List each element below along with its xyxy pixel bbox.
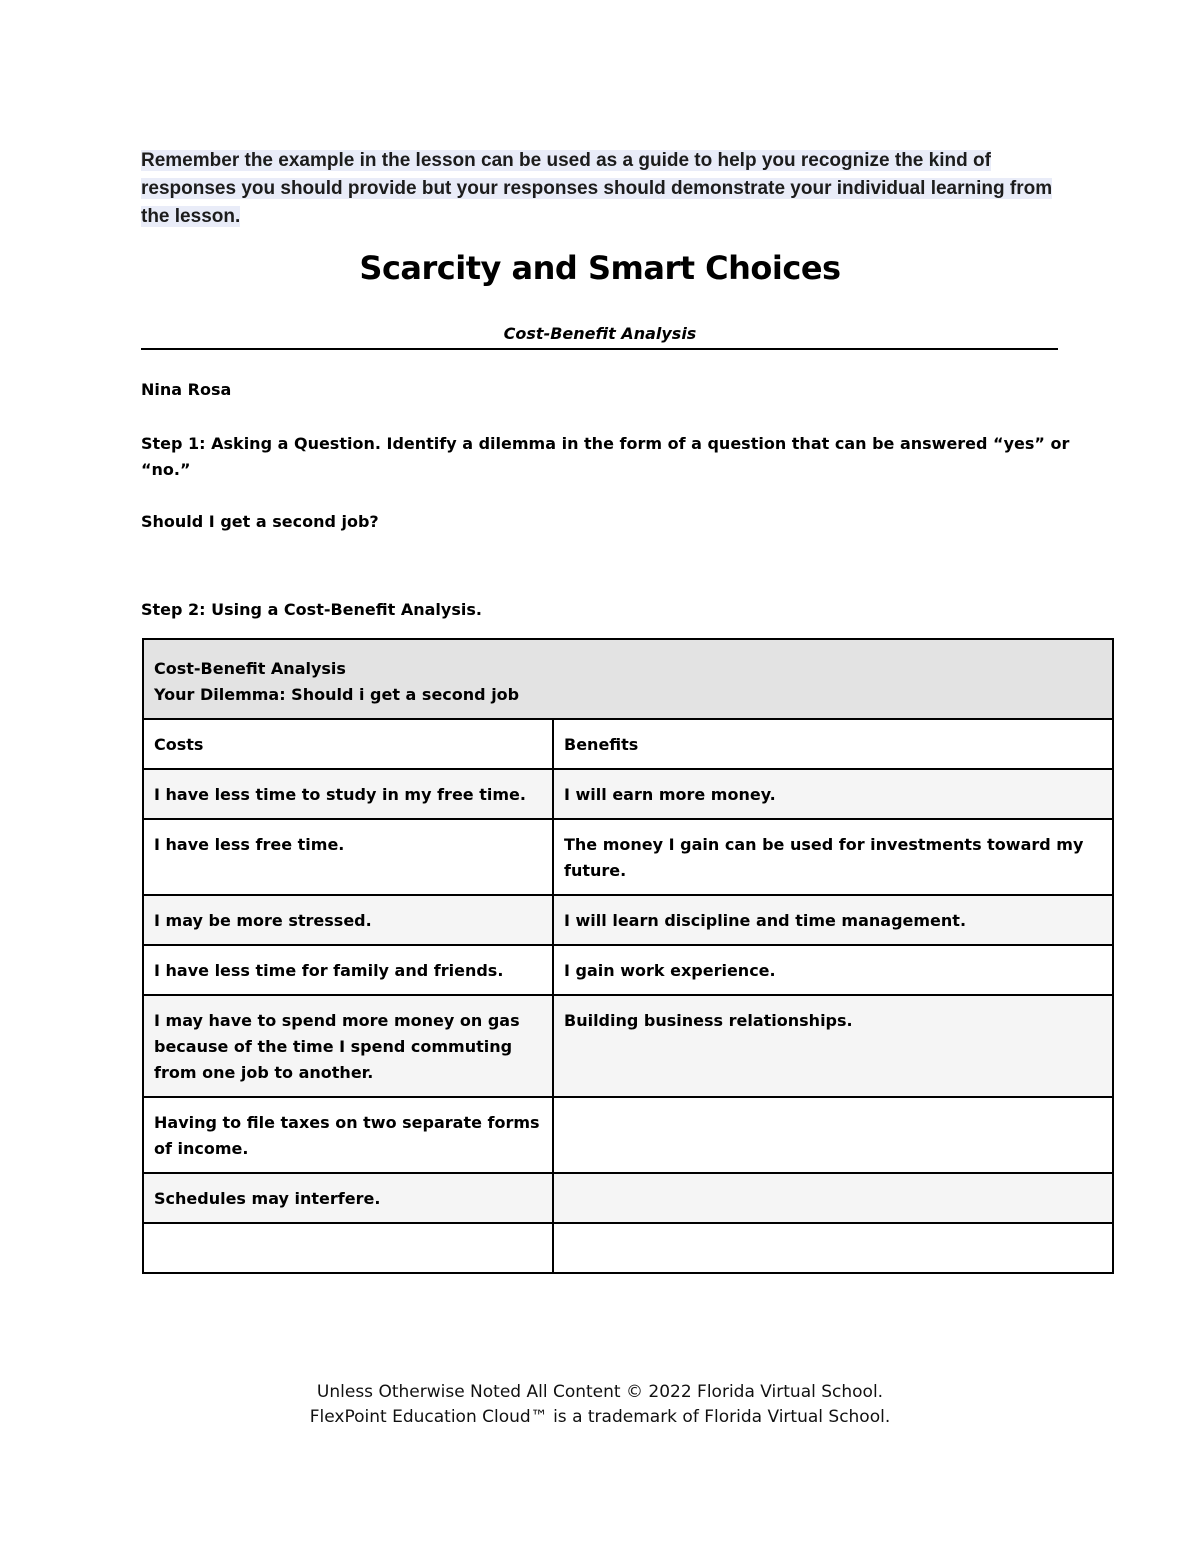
footer-trademark: FlexPoint Education Cloud™ is a trademark of Florida Virtual School. — [309, 1407, 891, 1427]
table-row — [143, 819, 1113, 895]
step1-prompt: Step 1: Asking a Question. Identify a dilemma in the form of a question that can be answered “yes” or “no.” — [141, 434, 1070, 479]
cost-cell: I have less time to study in my free time. — [143, 769, 553, 819]
cost-benefit-table — [142, 638, 1114, 1274]
cost-cell: I may be more stressed. — [143, 895, 553, 945]
benefit-cell: I gain work experience. — [553, 945, 1113, 995]
table-dilemma: Your Dilemma: Should i get a second job — [154, 685, 520, 704]
table-row — [143, 995, 1113, 1097]
instruction-note-text: Remember the example in the lesson can be used as a guide to help you recognize the kind of responses you should provide but your responses should demonstrate your individual learning from the lesson. — [141, 150, 1053, 227]
benefit-cell — [553, 1223, 1113, 1273]
footer-copyright: Unless Otherwise Noted All Content © 2022 Florida Virtual School. — [316, 1382, 884, 1402]
cost-cell — [143, 1223, 553, 1273]
table-header-cell — [143, 639, 1113, 719]
benefit-cell: The money I gain can be used for investments toward my future. — [553, 819, 1113, 895]
instruction-note — [141, 147, 1061, 231]
cost-cell: I have less time for family and friends. — [143, 945, 553, 995]
table-row — [143, 895, 1113, 945]
benefit-cell: I will learn discipline and time management. — [553, 895, 1113, 945]
student-name: Nina Rosa — [141, 380, 232, 399]
table-row — [143, 769, 1113, 819]
table-row — [143, 945, 1113, 995]
benefit-cell: I will earn more money. — [553, 769, 1113, 819]
table-row — [143, 1097, 1113, 1173]
cost-cell: I have less free time. — [143, 819, 553, 895]
column-header-costs: Costs — [143, 719, 553, 769]
benefit-cell: Building business relationships. — [553, 995, 1113, 1097]
cost-cell: Having to file taxes on two separate forms of income. — [143, 1097, 553, 1173]
column-header-benefits: Benefits — [553, 719, 1113, 769]
benefit-cell — [553, 1173, 1113, 1223]
cost-cell: I may have to spend more money on gas because of the time I spend commuting from one job to another. — [143, 995, 553, 1097]
footer — [0, 1380, 1200, 1430]
table-row — [143, 1223, 1113, 1273]
cost-cell: Schedules may interfere. — [143, 1173, 553, 1223]
table-heading: Cost-Benefit Analysis — [154, 659, 346, 678]
page-subtitle: Cost-Benefit Analysis — [503, 324, 697, 343]
page-title: Scarcity and Smart Choices — [359, 249, 841, 287]
title-divider — [141, 348, 1058, 350]
step2-prompt: Step 2: Using a Cost-Benefit Analysis. — [141, 600, 482, 619]
table-header-row — [143, 639, 1113, 719]
step1-answer: Should I get a second job? — [141, 512, 379, 531]
benefit-cell — [553, 1097, 1113, 1173]
table-row — [143, 1173, 1113, 1223]
column-header-row — [143, 719, 1113, 769]
